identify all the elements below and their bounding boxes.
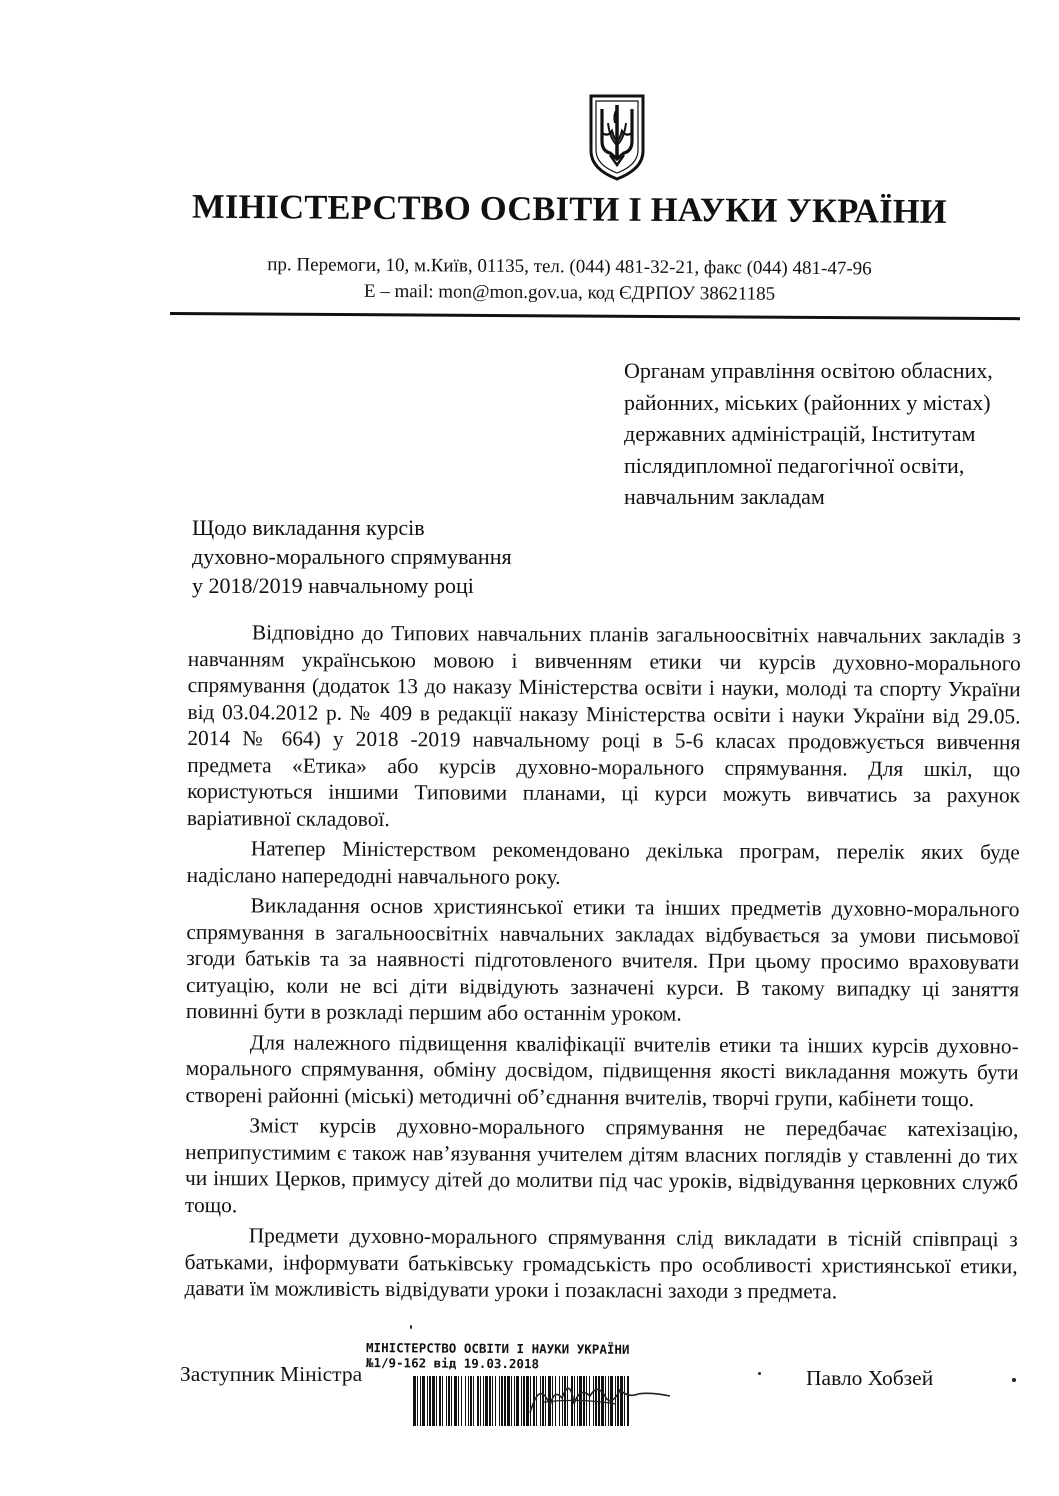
body-paragraph: Предмети духовно-морального спрямування слід викладати в тісній співпраці з батьками, інформувати батьківську громадськість про особливості християнської етики, давати їм можливість відвідувати уроки і позакласні заходи з предмета. <box>184 1223 1018 1304</box>
recipient-line: районних, міських (районних у містах) <box>624 389 991 415</box>
subject-line: духовно-морального спрямування <box>192 544 512 569</box>
recipient-block <box>624 355 1044 513</box>
recipient-line: навчальним закладам <box>624 484 825 509</box>
ministry-title: МІНІСТЕРСТВО ОСВІТИ І НАУКИ УКРАЇНИ <box>192 187 947 231</box>
subject-line: Щодо викладання курсів <box>192 515 425 540</box>
subject-line: у 2018/2019 навчальному році <box>192 573 474 598</box>
recipient-line: Органам управління освітою обласних, <box>624 358 993 383</box>
handwritten-signature-icon <box>520 1368 680 1428</box>
stamp-number: №1/9-162 від 19.03.2018 <box>365 1355 540 1372</box>
address-line: пр. Перемоги, 10, м.Київ, 01135, тел. (044) 481-32-21, факс (044) 481-47-96 <box>267 254 872 280</box>
recipient-line: державних адміністрацій, Інститутам <box>624 421 976 446</box>
subject-block <box>192 513 512 600</box>
header-divider <box>170 312 1020 320</box>
email-line: E – mail: mon@mon.gov.ua, код ЄДРПОУ 38621185 <box>363 280 776 305</box>
scan-speck <box>1012 1378 1016 1382</box>
stamp-line: МІНІСТЕРСТВО ОСВІТИ І НАУКИ УКРАЇНИ <box>366 1340 630 1357</box>
letter-body <box>184 619 1021 1310</box>
signatory-name: Павло Хобзей <box>806 1366 934 1390</box>
body-paragraph: Відповідно до Типових навчальних планів загальноосвітніх навчальних закладів з навчанням українською мовою і вивченням етики чи курсів духовно-морального спрямування (додаток 13 до наказу Міністерства освіти і науки, молоді та спорту України від 03.04.2012 р. № 409 в редакції наказу Міністерства освіти і науки України від 29.05. 2014 № 664) у 2018 -2019 навчальному році в 5-6 класах продовжується вивчення предмета «Етика» або курсів духовно-морального спрямування. Для шкіл, що користуються іншими Типовими планами, ці курси можуть вивчатись за рахунок варіативної складової. <box>186 620 1021 831</box>
scan-speck <box>410 1325 412 1329</box>
body-paragraph: Натепер Міністерством рекомендовано декілька програм, перелік яких буде надіслано напередодні навчального року. <box>186 836 1020 889</box>
signatory-position: Заступник Міністра <box>180 1362 363 1386</box>
scan-speck <box>758 1372 761 1375</box>
recipient-line: післядипломної педагогічної освіти, <box>624 452 965 478</box>
ukraine-trident-emblem-icon <box>588 93 646 181</box>
body-paragraph: Для належного підвищення кваліфікації вчителів етики та інших курсів духовно-морального спрямування, обміну досвідом, підвищення якості викладання можуть бути створені районні (міські) методичні об’єднання вчителів, творчі групи, кабінети тощо. <box>185 1029 1019 1111</box>
body-paragraph: Зміст курсів духовно-морального спрямування не передбачає катехізацію, неприпустимим є також нав’язування учителем дітям власних поглядів у ставленні до тих чи інших Церков, примусу дітей до молитви під час уроків, відвідування церковних служб тощо. <box>184 1113 1019 1217</box>
body-paragraph: Викладання основ християнської етики та інших предметів духовно-морального спрямування в загальноосвітніх навчальних закладах відбувається за умови письмової згоди батьків та за наявності підготовленого вчителя. При цьому просимо враховувати ситуацію, коли не всі діти відвідують зазначені курси. В такому випадку ці заняття повинні бути в розкладі першим або останнім уроком. <box>185 893 1020 1026</box>
